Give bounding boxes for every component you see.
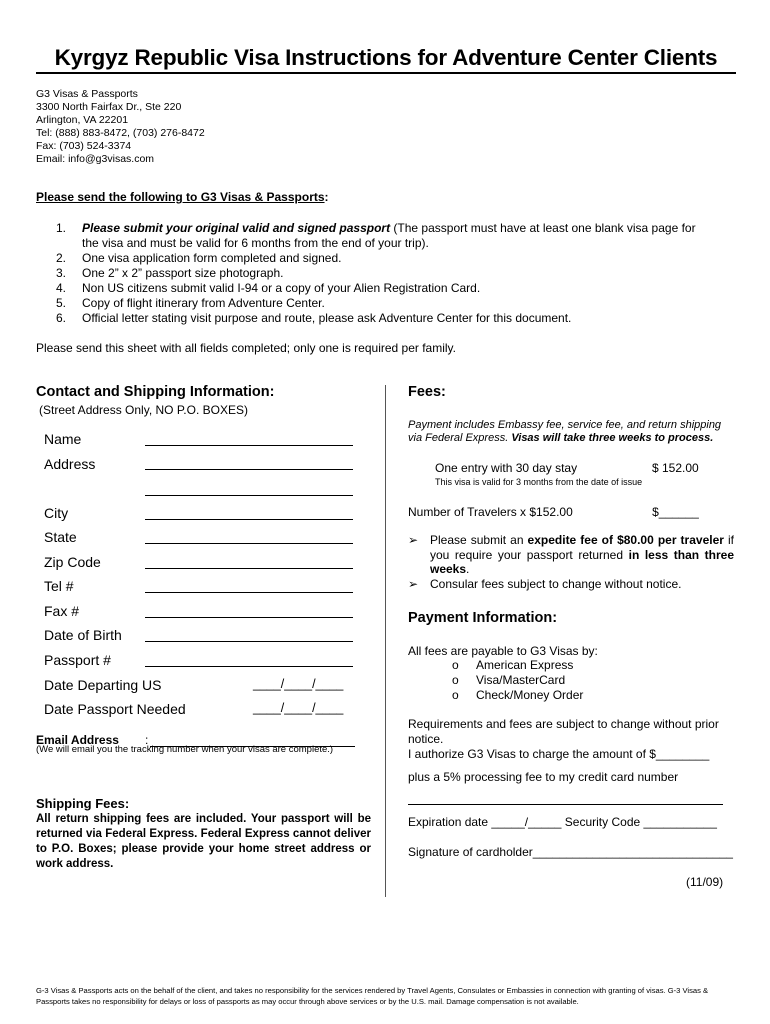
circle-bullet-icon: o xyxy=(452,688,459,702)
list-item: 1. Please submit your original valid and signed passport (The passport must have at least one blank visa page for xyxy=(56,221,696,235)
address-line: 3300 North Fairfax Dr., Ste 220 xyxy=(36,101,182,113)
list-item: 6. Official letter stating visit purpose and route, please ask Adventure Center for this document. xyxy=(56,311,572,325)
payment-method: o Check/Money Order xyxy=(452,688,584,702)
list-item: 4. Non US citizens submit valid I-94 or a copy of your Alien Registration Card. xyxy=(56,281,481,295)
circle-bullet-icon: o xyxy=(452,673,459,687)
tel-label: Tel # xyxy=(44,578,74,594)
authorize-line[interactable]: I authorize G3 Visas to charge the amount of $________ xyxy=(408,747,710,761)
fax-field[interactable] xyxy=(145,617,353,618)
shipping-heading: Shipping Fees: xyxy=(36,796,130,811)
address-line: Fax: (703) 524-3374 xyxy=(36,140,132,152)
arrow-bullet-icon: ➢ xyxy=(408,576,419,591)
sheet-note: Please send this sheet with all fields completed; only one is required per family. xyxy=(36,341,456,355)
travelers-amount-field[interactable]: $______ xyxy=(652,505,699,519)
email-label: Email Address xyxy=(36,733,119,747)
travelers-line: Number of Travelers x $152.00 $______ xyxy=(408,505,699,519)
list-item: 3. One 2” x 2” passport size photograph. xyxy=(56,266,284,280)
payable-text: All fees are payable to G3 Visas by: xyxy=(408,644,598,658)
city-label: City xyxy=(44,505,69,521)
fax-label: Fax # xyxy=(44,603,80,619)
zip-field[interactable] xyxy=(145,568,353,569)
circle-bullet-icon: o xyxy=(452,658,459,672)
page-title: Kyrgyz Republic Visa Instructions for Adventure Center Clients xyxy=(36,45,736,74)
entry-price: $ 152.00 xyxy=(652,461,699,475)
passport-label: Passport # xyxy=(44,652,111,668)
city-field[interactable] xyxy=(145,519,353,520)
list-item: ➢ Consular fees subject to change without notice. xyxy=(408,576,682,591)
address-line: Arlington, VA 22201 xyxy=(36,114,129,126)
send-heading: Please send the following to G3 Visas & Passports: xyxy=(36,190,329,204)
payment-method: o Visa/MasterCard xyxy=(452,673,566,687)
address-line: Tel: (888) 883-8472, (703) 276-8472 xyxy=(36,127,205,139)
list-item: 5. Copy of flight itinerary from Adventure Center. xyxy=(56,296,325,310)
card-number-field[interactable] xyxy=(408,804,723,805)
dob-label: Date of Birth xyxy=(44,627,122,643)
list-item-continuation: the visa and must be valid for 6 months from the end of your trip). xyxy=(82,236,429,250)
departing-date-field[interactable]: ____/____/____ xyxy=(253,677,344,691)
contact-heading: Contact and Shipping Information: xyxy=(36,384,275,400)
address-line: G3 Visas & Passports xyxy=(36,88,138,100)
tel-field[interactable] xyxy=(145,592,353,593)
processing-fee-text: plus a 5% processing fee to my credit card number xyxy=(408,770,679,784)
expiration-line[interactable]: Expiration date _____/_____ Security Code ___________ xyxy=(408,815,717,829)
zip-label: Zip Code xyxy=(44,554,101,570)
requirements-list xyxy=(56,221,746,326)
revision-date: (11/09) xyxy=(686,875,724,889)
company-address xyxy=(36,88,205,166)
fee-bullets xyxy=(408,533,734,591)
needed-label: Date Passport Needed xyxy=(44,701,186,717)
shipping-text: All return shipping fees are included. Your passport will be returned via Federal Express. Federal Express cannot deliver to P.O. Boxes; please provide your home street address or work address. xyxy=(36,813,371,870)
address-line: Email: info@g3visas.com xyxy=(36,153,155,165)
payment-note: Payment includes Embassy fee, service fee, and return shipping via Federal Express. Visas will take three weeks to process. xyxy=(408,419,722,444)
state-label: State xyxy=(44,529,77,545)
column-divider xyxy=(385,385,386,897)
contact-subheading: (Street Address Only, NO P.O. BOXES) xyxy=(39,403,248,417)
address-label: Address xyxy=(44,456,96,472)
address-field[interactable] xyxy=(145,469,353,470)
departing-label: Date Departing US xyxy=(44,677,162,693)
name-label: Name xyxy=(44,431,82,447)
footer-disclaimer: G-3 Visas & Passports acts on the behalf of the client, and takes no responsibility for the services rendered by Travel Agents, Consulates or Embassies in connection with granting of visas. G-3 Visas & Passports takes no responsibility for delays or loss of passports as may occur through above services or by the U.S. mail. Damage compensation is not available. xyxy=(36,986,709,1006)
passport-field[interactable] xyxy=(145,666,353,667)
name-field[interactable] xyxy=(145,445,353,446)
list-item: 2. One visa application form completed and signed. xyxy=(56,251,342,265)
address-field-2[interactable] xyxy=(145,495,353,496)
state-field[interactable] xyxy=(145,543,353,544)
payment-method: o American Express xyxy=(452,658,574,672)
entry-note: This visa is valid for 3 months from the date of issue xyxy=(435,477,643,487)
payment-heading: Payment Information: xyxy=(408,610,558,626)
entry-label: One entry with 30 day stay xyxy=(435,461,578,475)
payment-methods xyxy=(452,658,583,703)
email-note: (We will email you the tracking number when your visas are complete.) xyxy=(36,744,334,755)
requirements-note: Requirements and fees are subject to change without prior notice. I authorize G3 Visas to charge the amount of $________ xyxy=(408,717,738,762)
arrow-bullet-icon: ➢ xyxy=(408,533,419,547)
email-colon: : xyxy=(145,733,149,747)
fees-heading: Fees: xyxy=(408,384,446,400)
list-item: ➢ Please submit an expedite fee of $80.00 per traveler if you require your passport returned in less than three weeks. xyxy=(408,533,735,576)
dob-field[interactable] xyxy=(145,641,353,642)
signature-line[interactable]: Signature of cardholder______________________________ xyxy=(408,845,733,859)
needed-date-field[interactable]: ____/____/____ xyxy=(253,701,344,715)
